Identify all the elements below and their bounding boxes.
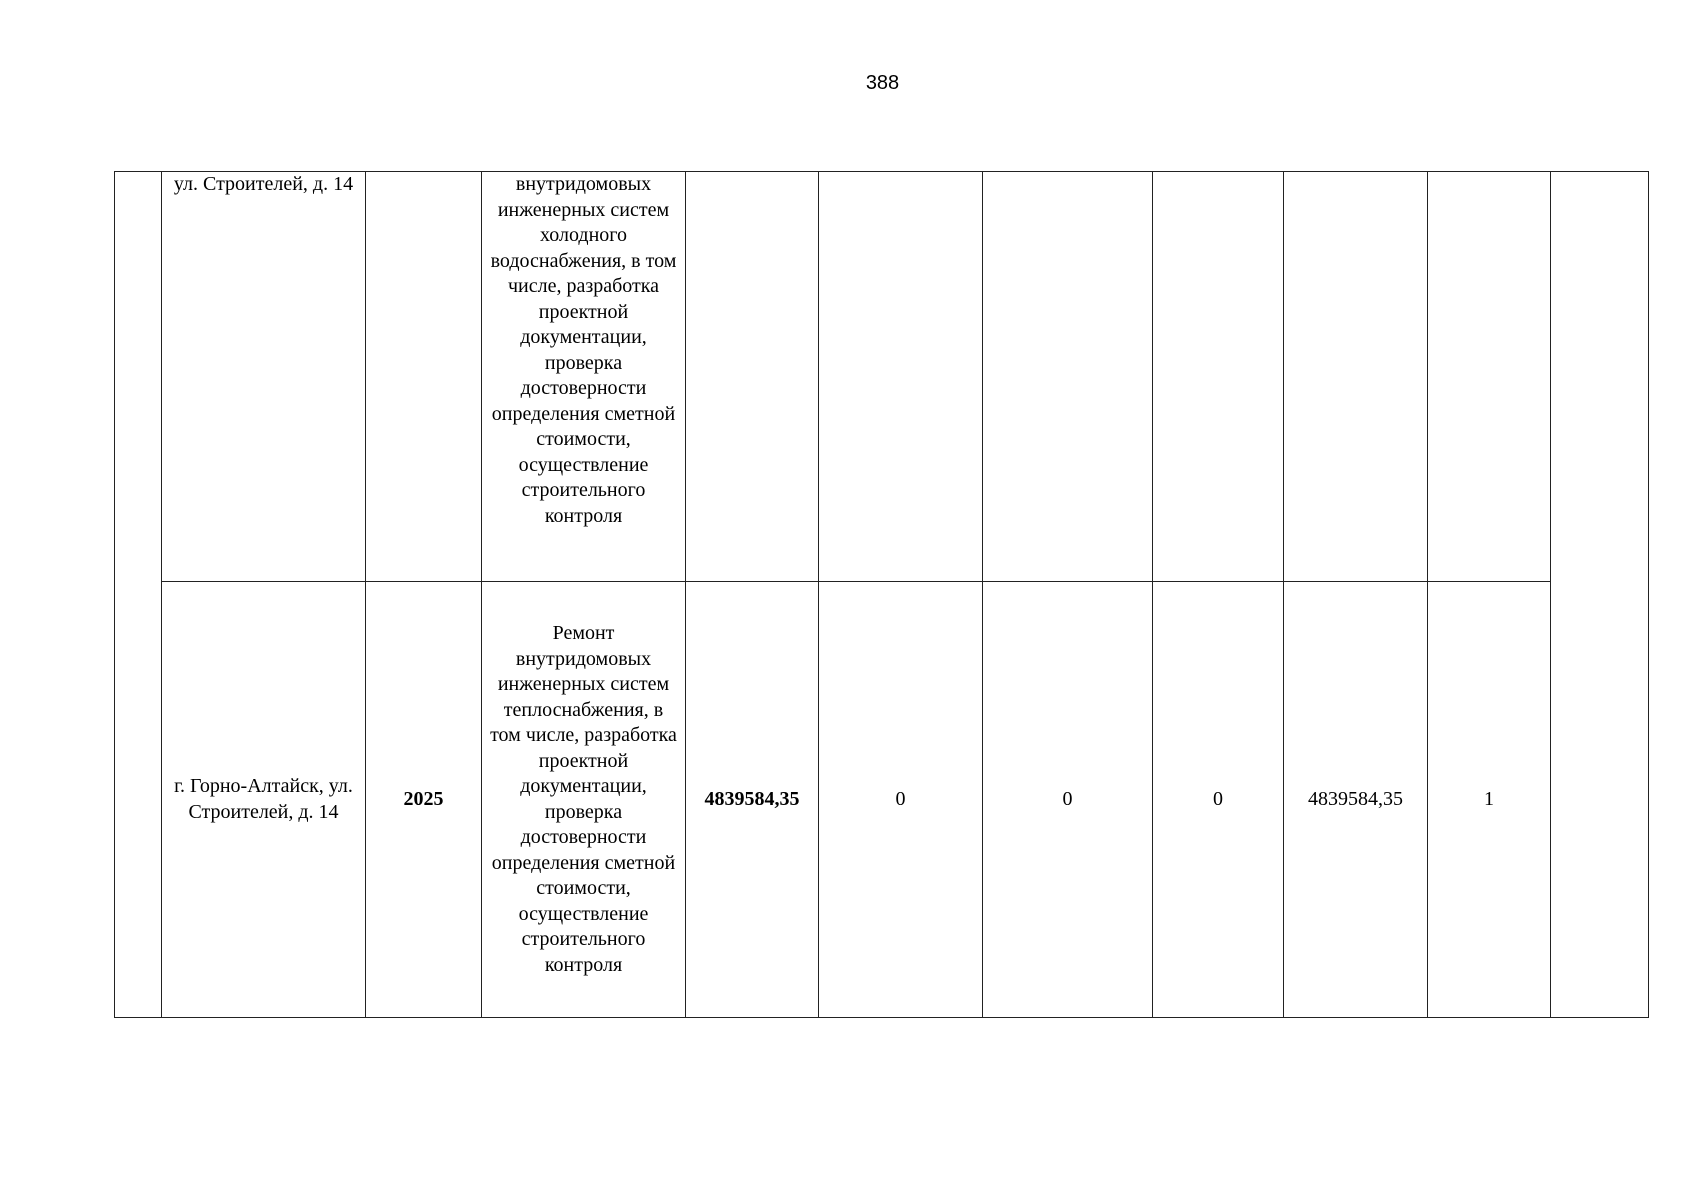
value-cell <box>1284 172 1428 582</box>
total-cost-cell <box>686 172 819 582</box>
table-row <box>115 582 1649 1018</box>
work-description-cell: внутридомовых инженерных систем холодного водоснабжения, в том числе, разработка проектной документации, проверка достоверности определения сметной стоимости, осуществление строительного контроля <box>482 172 686 582</box>
index-cell <box>115 172 162 1018</box>
page-number: 388 <box>865 72 900 94</box>
last-cell <box>1551 172 1649 1018</box>
total-cost-cell: 4839584,35 <box>686 582 819 1018</box>
address-cell: ул. Строителей, д. 14 <box>162 172 366 582</box>
value-cell <box>819 172 983 582</box>
table-row <box>115 172 1649 582</box>
value-cell: 0 <box>1153 582 1284 1018</box>
value-cell: 0 <box>819 582 983 1018</box>
value-cell <box>1153 172 1284 582</box>
value-cell: 1 <box>1428 582 1551 1018</box>
value-cell: 4839584,35 <box>1284 582 1428 1018</box>
value-cell: 0 <box>983 582 1153 1018</box>
address-cell: г. Горно-Алтайск, ул. Строителей, д. 14 <box>162 582 366 1018</box>
value-cell <box>1428 172 1551 582</box>
year-cell: 2025 <box>366 582 482 1018</box>
work-description-cell: Ремонт внутридомовых инженерных систем теплоснабжения, в том числе, разработка проектной документации, проверка достоверности определения сметной стоимости, осуществление строительного контроля <box>482 582 686 1018</box>
value-cell <box>983 172 1153 582</box>
year-cell <box>366 172 482 582</box>
works-table <box>114 171 1649 1018</box>
